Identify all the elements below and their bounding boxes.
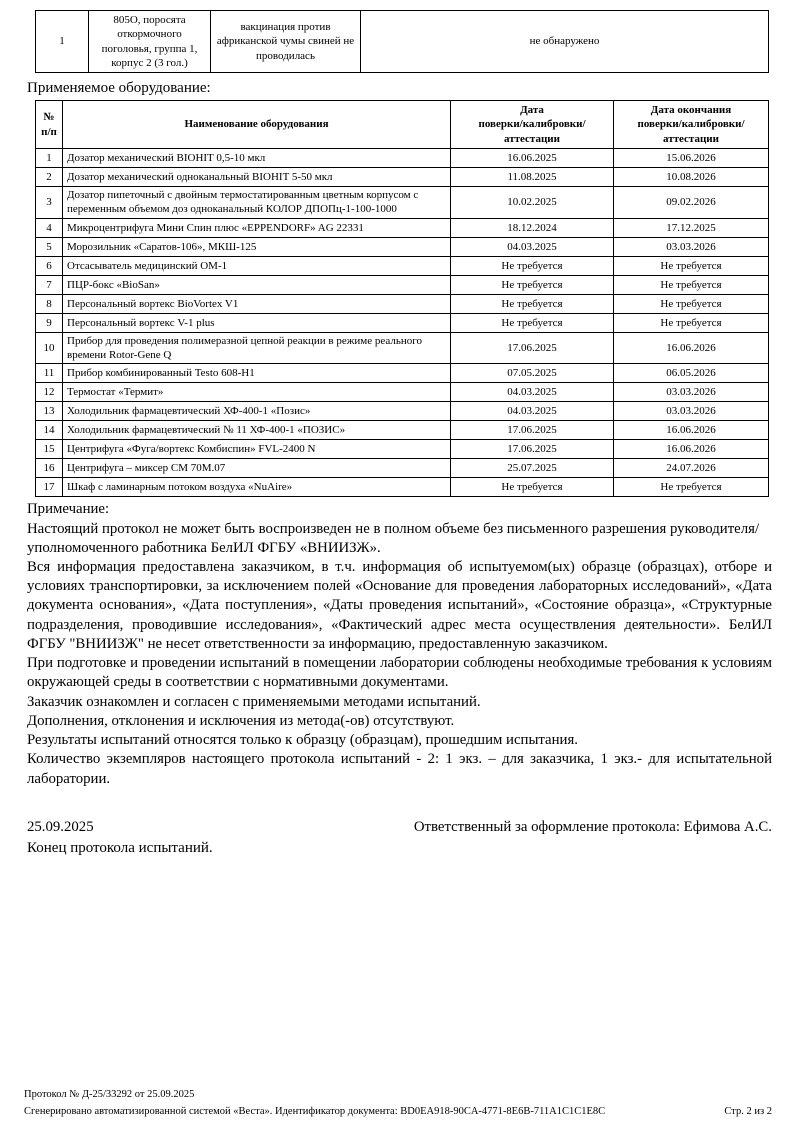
header-date-start-line1: Дата [520, 104, 544, 117]
equipment-date-end: 03.03.2026 [614, 402, 769, 421]
equipment-date-end: 09.02.2026 [614, 187, 769, 219]
table-row [36, 275, 769, 294]
equipment-date-end: Не требуется [614, 256, 769, 275]
equipment-name: Термостат «Термит» [63, 383, 451, 402]
equipment-date-start: Не требуется [451, 294, 614, 313]
equipment-name: Персональный вортекс V-1 plus [63, 313, 451, 332]
equipment-date-start: 11.08.2025 [451, 168, 614, 187]
equipment-date-end: 16.06.2026 [614, 440, 769, 459]
header-date-end-line2: поверки/калибровки/аттестации [637, 118, 745, 145]
equipment-row-number: 7 [36, 275, 63, 294]
page-footer [24, 1087, 772, 1120]
equipment-table-body [36, 149, 769, 497]
equipment-date-start: 10.02.2025 [451, 187, 614, 219]
sample-result: не обнаружено [361, 11, 769, 73]
table-row [36, 332, 769, 364]
equipment-date-end: 24.07.2026 [614, 459, 769, 478]
equipment-date-end: 16.06.2026 [614, 421, 769, 440]
sample-result-table [35, 10, 769, 73]
sample-description: 805О, поросята откормочного поголовья, группа 1, корпус 2 (3 гол.) [89, 11, 211, 73]
equipment-row-number: 6 [36, 256, 63, 275]
equipment-row-number: 10 [36, 332, 63, 364]
page-number: Стр. 2 из 2 [724, 1105, 772, 1117]
equipment-date-end: Не требуется [614, 478, 769, 497]
equipment-date-start: Не требуется [451, 313, 614, 332]
equipment-row-number: 8 [36, 294, 63, 313]
equipment-date-end: 03.03.2026 [614, 237, 769, 256]
equipment-name: Отсасыватель медицинский ОМ-1 [63, 256, 451, 275]
equipment-row-number: 13 [36, 402, 63, 421]
header-num-line2: п/п [41, 125, 57, 138]
equipment-date-start: Не требуется [451, 275, 614, 294]
equipment-name: Шкаф с ламинарным потоком воздуха «NuAire» [63, 478, 451, 497]
equipment-date-start: 16.06.2025 [451, 149, 614, 168]
table-row [36, 383, 769, 402]
table-row [36, 421, 769, 440]
equipment-date-end: 17.12.2025 [614, 218, 769, 237]
equipment-row-number: 12 [36, 383, 63, 402]
end-of-protocol-line: Конец протокола испытаний. [27, 839, 213, 856]
equipment-name: Прибор комбинированный Testo 608-H1 [63, 364, 451, 383]
equipment-date-end: 03.03.2026 [614, 383, 769, 402]
header-date-end-line1: Дата окончания [650, 104, 732, 117]
equipment-name: Центрифуга – миксер СМ 70М.07 [63, 459, 451, 478]
note-paragraph: При подготовке и проведении испытаний в помещении лаборатории соблюдены необходимые требования к условиям окружающей среды в соответствии с нормативными документами. [27, 655, 772, 691]
note-paragraph: Количество экземпляров настоящего протокола испытаний - 2: 1 экз. – для заказчика, 1 экз.- для испытательной лаборатории. [27, 751, 772, 787]
table-row [36, 440, 769, 459]
equipment-row-number: 17 [36, 478, 63, 497]
equipment-date-start: 17.06.2025 [451, 440, 614, 459]
table-row [36, 149, 769, 168]
equipment-date-start: 17.06.2025 [451, 332, 614, 364]
table-row [36, 237, 769, 256]
equipment-date-start: Не требуется [451, 256, 614, 275]
equipment-date-start: 18.12.2024 [451, 218, 614, 237]
note-paragraph: Дополнения, отклонения и исключения из метода(-ов) отсутствуют. [27, 712, 455, 729]
equipment-date-start: 04.03.2025 [451, 402, 614, 421]
equipment-date-start: 04.03.2025 [451, 237, 614, 256]
table-row [36, 478, 769, 497]
equipment-row-number: 2 [36, 168, 63, 187]
equipment-name: Холодильник фармацевтический № 11 ХФ-400-1 «ПОЗИС» [63, 421, 451, 440]
equipment-date-start: 04.03.2025 [451, 383, 614, 402]
equipment-date-end: Не требуется [614, 275, 769, 294]
equipment-date-start: 25.07.2025 [451, 459, 614, 478]
equipment-name: Персональный вортекс BioVortex V1 [63, 294, 451, 313]
header-num-line1: № [43, 111, 55, 124]
equipment-date-start: 07.05.2025 [451, 364, 614, 383]
table-row [36, 168, 769, 187]
note-paragraph: Результаты испытаний относятся только к образцу (образцам), прошедшим испытания. [27, 732, 578, 749]
header-date-start [451, 101, 614, 149]
header-date-end [614, 101, 769, 149]
note-paragraph: Вся информация предоставлена заказчиком, в т.ч. информация об испытуемом(ых) образце (образцах), отборе и условиях транспортировки, за исключением полей «Основание для проведения лабораторных исследований», «Дата документа основания», «Дата поступления», «Даты проведения испытаний», «Состояние образца», «Структурные подразделения, проводившие исследования», «Фактический адрес места осуществления деятельности». БелИЛ ФГБУ "ВНИИЗЖ" не несет ответственности за информацию, предоставленную заказчиком. [27, 558, 772, 652]
equipment-name: Дозатор механический BIOHIT 0,5-10 мкл [63, 149, 451, 168]
equipment-name: Центрифуга «Фуга/вортекс Комбиспин» FVL-2400 N [63, 440, 451, 459]
equipment-name: Микроцентрифуга Мини Спин плюс «EPPENDORF» AG 22331 [63, 218, 451, 237]
protocol-date: 25.09.2025 [27, 818, 94, 835]
table-row [36, 459, 769, 478]
footer-document-id: Сгенерировано автоматизированной системой «Веста». Идентификатор документа: BD0EA918-90CA-4771-8E6B-711A1C1C1E8C [24, 1105, 606, 1117]
sample-row-number: 1 [36, 11, 89, 73]
equipment-section-heading: Применяемое оборудование: [27, 80, 211, 97]
footer-generated-line [24, 1104, 772, 1120]
table-row [36, 187, 769, 219]
header-date-start-line2: поверки/калибровки/аттестации [478, 118, 586, 145]
equipment-date-end: 06.05.2026 [614, 364, 769, 383]
table-row [36, 294, 769, 313]
equipment-date-end: Не требуется [614, 294, 769, 313]
equipment-date-end: Не требуется [614, 313, 769, 332]
equipment-date-end: 16.06.2026 [614, 332, 769, 364]
table-row [36, 11, 769, 73]
equipment-date-end: 10.08.2026 [614, 168, 769, 187]
equipment-row-number: 5 [36, 237, 63, 256]
note-paragraph: Заказчик ознакомлен и согласен с применяемыми методами испытаний. [27, 693, 481, 710]
equipment-date-end: 15.06.2026 [614, 149, 769, 168]
header-row [36, 101, 769, 149]
notes-section [27, 500, 772, 789]
equipment-name: Морозильник «Саратов-106», МКШ-125 [63, 237, 451, 256]
table-row [36, 364, 769, 383]
notes-heading: Примечание: [27, 501, 110, 518]
table-row [36, 256, 769, 275]
equipment-row-number: 15 [36, 440, 63, 459]
equipment-name: Холодильник фармацевтический ХФ-400-1 «Позис» [63, 402, 451, 421]
signature-row [27, 819, 772, 836]
equipment-name: Дозатор механический одноканальный BIOHIT 5-50 мкл [63, 168, 451, 187]
equipment-table-header [36, 101, 769, 149]
equipment-date-start: Не требуется [451, 478, 614, 497]
equipment-name: Прибор для проведения полимеразной цепной реакции в режиме реального времени Rotor-Gene Q [63, 332, 451, 364]
sample-vaccination-info: вакцинация против африканской чумы свиней не проводилась [211, 11, 361, 73]
equipment-name: ПЦР-бокс «BioSan» [63, 275, 451, 294]
equipment-row-number: 3 [36, 187, 63, 219]
header-num [36, 101, 63, 149]
footer-protocol-number: Протокол № Д-25/33292 от 25.09.2025 [24, 1089, 195, 1101]
equipment-row-number: 9 [36, 313, 63, 332]
table-row [36, 218, 769, 237]
table-row [36, 313, 769, 332]
equipment-row-number: 11 [36, 364, 63, 383]
equipment-date-start: 17.06.2025 [451, 421, 614, 440]
equipment-row-number: 16 [36, 459, 63, 478]
equipment-name: Дозатор пипеточный с двойным термостатированным цветным корпусом с переменным объемом доз одноканальный КОЛОР ДПОПц-1-100-1000 [63, 187, 451, 219]
note-paragraph: Настоящий протокол не может быть воспроизведен не в полном объеме без письменного разрешения руководителя/уполномоченного работника БелИЛ ФГБУ «ВНИИЗЖ». [27, 520, 760, 556]
equipment-row-number: 14 [36, 421, 63, 440]
equipment-row-number: 4 [36, 218, 63, 237]
equipment-row-number: 1 [36, 149, 63, 168]
responsible-person: Ответственный за оформление протокола: Ефимова А.С. [413, 818, 772, 835]
equipment-table [35, 100, 769, 497]
header-name: Наименование оборудования [63, 101, 451, 149]
table-row [36, 402, 769, 421]
